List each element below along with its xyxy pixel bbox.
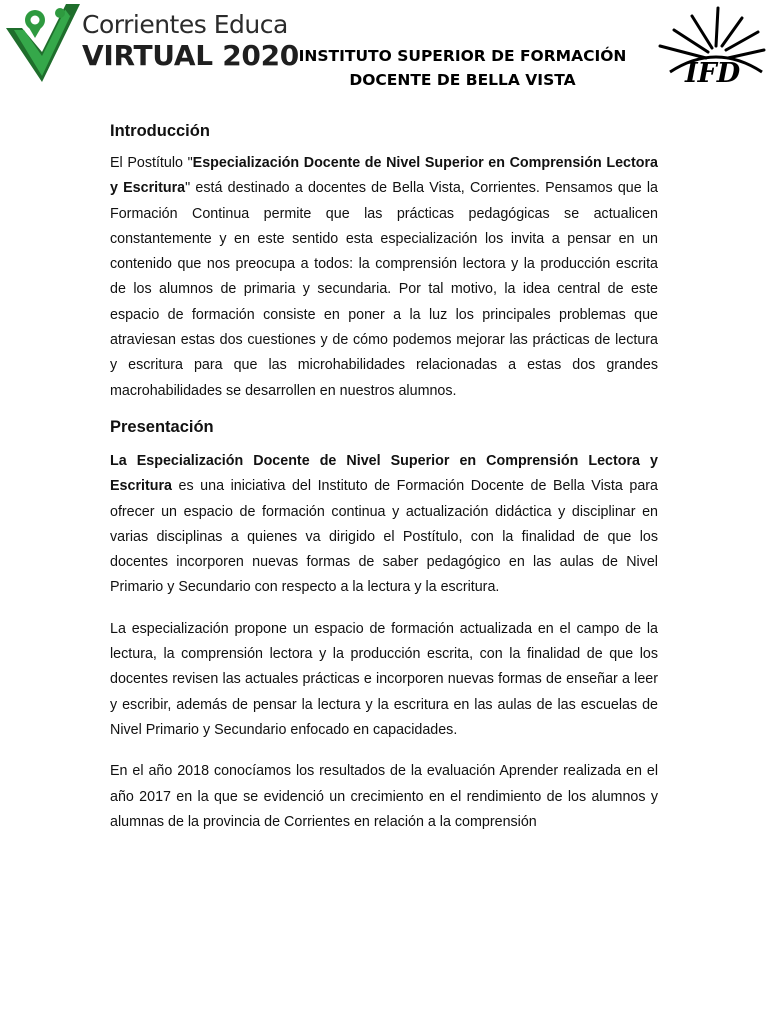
presentation-paragraph-2: La especialización propone un espacio de formación actualizada en el campo de la lectura, la comprensión lectora y la producción escrita, con la finalidad de que los docentes revisen las actuales prácticas e incorporen nuevas formas de enseñar a leer y escribir, además de pensar la lectura y la escritura en las aulas de las escuelas de Nivel Primario y Secundario enfocado en capacidades. bbox=[110, 620, 658, 738]
presentation-text-rest: es una iniciativa del Instituto de Formación Docente de Bella Vista para ofrecer un espacio de formación continua y actualización didáctica y disciplinar en varias disciplinas a quienes va dirigido el Postítulo, con la finalidad de que los docentes incorporen nuevas formas de saber pedagógico en las aulas de Nivel Primario y Secundario con respecto a la lectura y la escritura. bbox=[110, 478, 658, 596]
document-body bbox=[110, 118, 658, 835]
location-pin-check-icon bbox=[4, 2, 84, 86]
ifd-sunburst-logo bbox=[630, 2, 766, 88]
page-header bbox=[0, 0, 768, 100]
presentation-paragraph-3: En el año 2018 conocíamos los resultados de la evaluación Aprender realizada en el año 2017 en la que se evidenció un crecimiento en el rendimiento de los alumnos y alumnas de la provincia de Corrientes en relación a la comprensión bbox=[110, 763, 658, 830]
intro-text-start: El Postítulo " bbox=[110, 155, 193, 171]
institute-title-line-1: INSTITUTO SUPERIOR DE FORMACIÓN bbox=[298, 47, 627, 65]
program-name-bold: Especialización Docente de Nivel Superior en Comprensión Lectora y Escritura bbox=[110, 155, 658, 197]
logo-line-2: VIRTUAL 2020 bbox=[82, 39, 299, 72]
intro-text-rest: " está destinado a docentes de Bella Vista, Corrientes. Pensamos que la Formación Continua permite que las prácticas pedagógicas se actualicen constantemente y en este sentido esta especialización los invita a pensar en un contenido que nos preocupa a todos: la comprensión lectora y la producción escrita de los alumnos de primaria y secundaria. Por tal motivo, la idea central de este espacio de formación consiste en poner a la luz los principales problemas que atraviesan estas dos cuestiones y de cómo podemos mejorar las prácticas de lectura y escritura para que las microhabilidades relacionadas a estas dos grandes macrohabilidades se desarrollen en nuestros alumnos. bbox=[110, 180, 658, 399]
institute-title-line-2: DOCENTE DE BELLA VISTA bbox=[349, 71, 576, 89]
heading-introduccion: Introducción bbox=[110, 122, 210, 140]
ifd-logo-text: IFD bbox=[685, 58, 741, 88]
logo-line-1: Corrientes Educa bbox=[82, 10, 288, 39]
heading-presentacion: Presentación bbox=[110, 417, 214, 436]
corrientes-educa-logo bbox=[4, 2, 299, 86]
presentation-paragraph-1 bbox=[110, 449, 658, 601]
presentation-bold-lead: La Especialización Docente de Nivel Superior en Comprensión Lectora y Escritura bbox=[110, 452, 658, 495]
institute-title bbox=[290, 44, 635, 92]
intro-paragraph bbox=[110, 151, 658, 404]
